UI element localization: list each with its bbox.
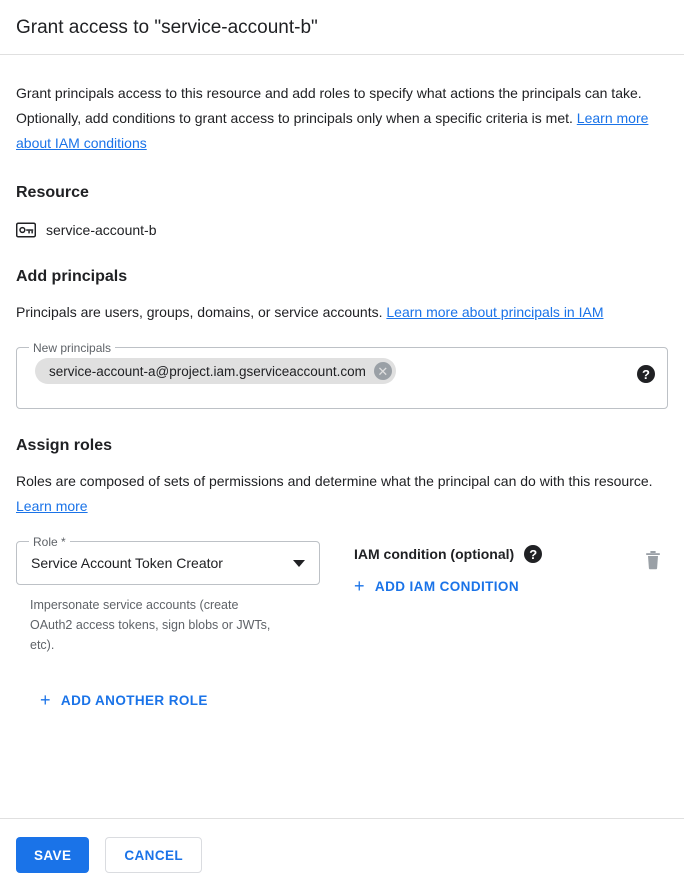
assign-roles-section-title: Assign roles [16, 437, 113, 454]
principals-learn-more-link[interactable]: Learn more about principals in IAM [386, 304, 604, 320]
add-another-role-button[interactable] [40, 691, 208, 709]
resource-row [16, 220, 668, 240]
new-principals-label: New principals [29, 340, 115, 356]
role-select[interactable] [16, 535, 320, 585]
dialog-header [0, 0, 684, 55]
add-iam-condition-button[interactable] [354, 577, 519, 595]
iam-condition-column [320, 541, 642, 597]
roles-description-text: Roles are composed of sets of permissions and determine what the principal can do with this resource. [16, 473, 653, 489]
page-title: Grant access to "service-account-b" [16, 17, 318, 38]
role-select-label: Role * [29, 534, 70, 550]
plus-icon: + [354, 576, 365, 596]
role-entry-row [16, 535, 668, 655]
role-select-value: Service Account Token Creator [31, 555, 223, 571]
save-button[interactable]: SAVE [16, 837, 89, 873]
roles-description [16, 469, 661, 519]
iam-condition-help-icon[interactable]: ? [524, 545, 542, 563]
plus-icon: + [40, 690, 51, 710]
iam-conditions-link[interactable]: Learn more about IAM conditions [16, 110, 649, 151]
iam-condition-label: IAM condition (optional) [354, 546, 515, 562]
add-another-role-row [40, 677, 668, 711]
add-another-role-label: ADD ANOTHER ROLE [60, 692, 208, 708]
principals-description [16, 300, 661, 325]
intro-description: Grant principals access to this resource and add roles to specify what actions the principals can take. Optionally, add conditions to grant access to principals only when a specific criteria is met. [16, 85, 642, 126]
principals-description-text: Principals are users, groups, domains, or service accounts. [16, 304, 383, 320]
iam-condition-header [354, 545, 642, 563]
resource-section-title: Resource [16, 184, 89, 201]
cancel-button[interactable]: CANCEL [105, 837, 202, 873]
dialog-footer [0, 818, 684, 891]
service-account-icon [16, 220, 36, 240]
close-icon[interactable]: ✕ [374, 362, 392, 380]
delete-role-column [642, 541, 668, 575]
intro-text [16, 81, 661, 156]
principal-chip[interactable] [35, 358, 396, 384]
role-hint-text: Impersonate service accounts (create OAuth2 access tokens, sign blobs or JWTs, etc). [30, 598, 271, 652]
principal-chip-label: service-account-a@project.iam.gserviceaccount.com [49, 363, 366, 379]
add-iam-condition-label: ADD IAM CONDITION [374, 578, 519, 594]
add-principals-section-title: Add principals [16, 268, 128, 285]
role-column [16, 535, 320, 655]
resource-name: service-account-b [46, 222, 157, 238]
dialog-body [0, 81, 684, 711]
new-principals-field[interactable] [16, 341, 668, 409]
trash-icon[interactable] [642, 549, 664, 571]
principals-help-icon[interactable]: ? [637, 365, 655, 383]
chevron-down-icon[interactable] [293, 560, 305, 567]
roles-learn-more-link[interactable]: Learn more [16, 498, 88, 514]
